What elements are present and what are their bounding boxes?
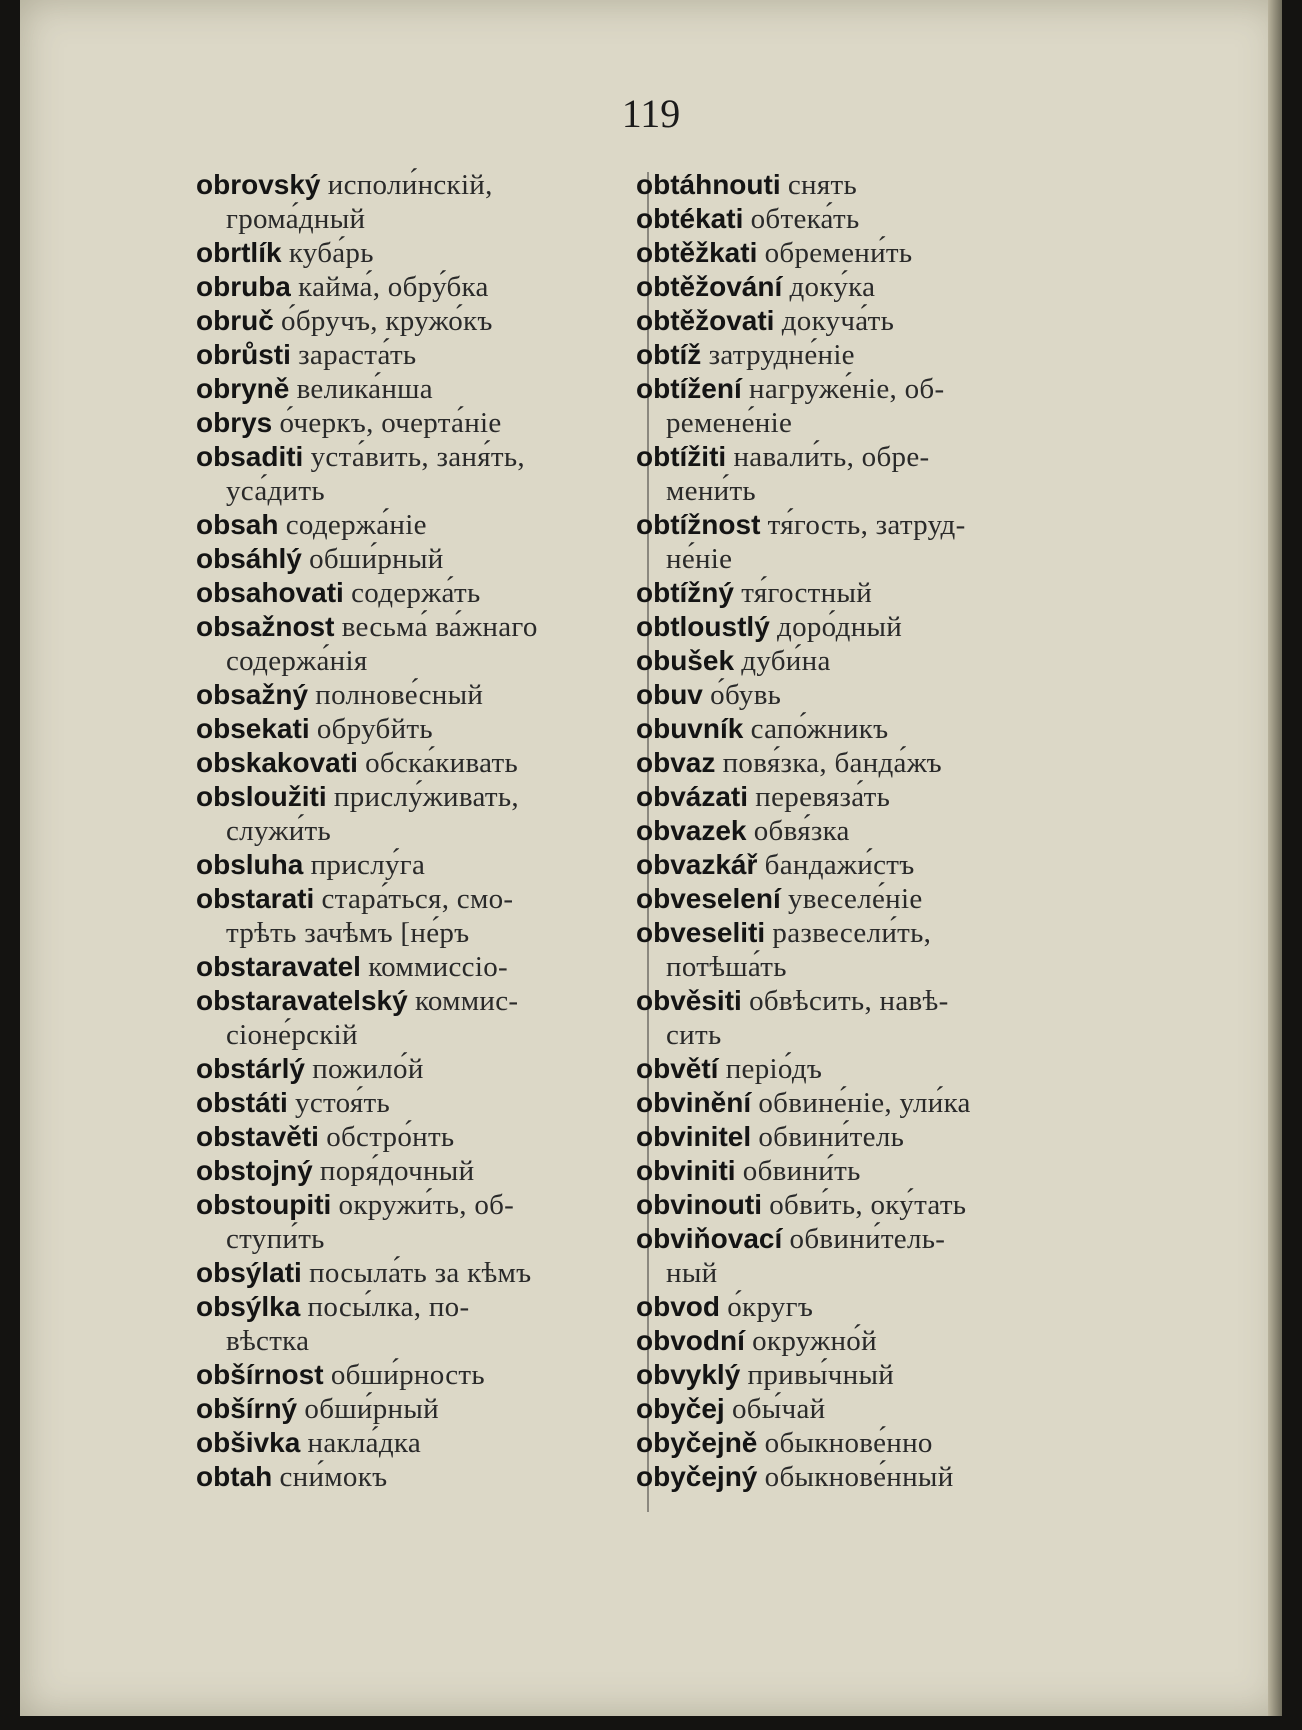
entry-translation: прислу́га: [310, 849, 426, 881]
entry-translation: весьма́ ва́жнаго: [341, 611, 538, 643]
entry-headword: obstaravatel: [196, 951, 361, 982]
entry-headword: obstárlý: [196, 1053, 305, 1084]
entry-translation: кайма́, обру́бка: [298, 271, 489, 303]
dictionary-entry: [636, 270, 1074, 304]
dictionary-entry: [196, 338, 630, 372]
dictionary-entry: [636, 1188, 1074, 1222]
entry-headword: obtěžovati: [636, 305, 775, 336]
entry-headword: obstáti: [196, 1087, 288, 1118]
entry-headword: obstarati: [196, 883, 315, 914]
dictionary-entry: [636, 814, 1074, 848]
entry-headword: obyčej: [636, 1393, 725, 1424]
dictionary-entry: [196, 610, 630, 678]
entry-translation: о́бувь: [710, 679, 782, 711]
entry-headword: obtěžování: [636, 271, 783, 302]
dictionary-entry: [196, 1188, 630, 1256]
entry-headword: obtěžkati: [636, 237, 758, 268]
dictionary-entry: [196, 712, 630, 746]
entry-headword: obstoupiti: [196, 1189, 332, 1220]
entry-headword: obstaravatelský: [196, 985, 408, 1016]
dictionary-entry: [196, 1086, 630, 1120]
entry-headword: obyčejný: [636, 1461, 758, 1492]
dictionary-entry: [196, 1426, 630, 1460]
entry-translation: обыкнове́нный: [764, 1461, 954, 1493]
entry-translation: обвѣсить, навѣ-: [749, 985, 949, 1017]
entry-translation-continued: содержа́нія: [226, 645, 368, 677]
entry-headword: obvinouti: [636, 1189, 762, 1220]
entry-headword: obskakovati: [196, 747, 358, 778]
entry-translation: затрудне́ніе: [708, 339, 855, 371]
entry-headword: obrtlík: [196, 237, 282, 268]
entry-translation: зараста́ть: [298, 339, 417, 371]
dictionary-entry: [196, 440, 630, 508]
entry-translation: развесели́ть,: [772, 917, 932, 949]
dictionary-entry: [196, 1358, 630, 1392]
dictionary-entry: [636, 202, 1074, 236]
dictionary-entry: [196, 984, 630, 1052]
dictionary-entry: [196, 1460, 630, 1494]
entry-translation-continued: потѣша́ть: [666, 951, 787, 983]
dictionary-entry: [636, 1426, 1074, 1460]
dictionary-entry: [636, 712, 1074, 746]
entry-translation: исполи́нскій,: [327, 169, 493, 201]
entry-headword: obvětí: [636, 1053, 719, 1084]
dictionary-entry: [196, 678, 630, 712]
dictionary-entry: [636, 916, 1074, 984]
entry-translation-continued: ступи́ть: [226, 1223, 325, 1255]
entry-translation: перевяза́ть: [755, 781, 891, 813]
dictionary-entry: [636, 508, 1074, 576]
dictionary-entry: [636, 1154, 1074, 1188]
entry-headword: obrovský: [196, 169, 321, 200]
entry-translation-continued: служи́ть: [226, 815, 332, 847]
entry-translation: тя́гость, затруд-: [767, 509, 966, 541]
entry-translation: велика́нша: [296, 373, 433, 405]
entry-translation: пожило́й: [312, 1053, 424, 1085]
dictionary-entry: [196, 950, 630, 984]
dictionary-entry: [636, 780, 1074, 814]
entry-headword: obviňovací: [636, 1223, 783, 1254]
entry-translation: окружно́й: [752, 1325, 877, 1357]
entry-headword: obušek: [636, 645, 735, 676]
entry-headword: obvazek: [636, 815, 747, 846]
dictionary-entry: [636, 1052, 1074, 1086]
entry-translation: устоя́ть: [295, 1087, 390, 1119]
entry-translation: сапо́жникъ: [750, 713, 889, 745]
dictionary-entry: [196, 848, 630, 882]
dictionary-entry: [196, 270, 630, 304]
dictionary-entry: [636, 1290, 1074, 1324]
entry-translation: коммиссіо-: [368, 951, 508, 983]
dictionary-entry: [196, 508, 630, 542]
dictionary-entry: [196, 236, 630, 270]
entry-headword: obsloužiti: [196, 781, 327, 812]
entry-translation: поря́дочный: [319, 1155, 475, 1187]
entry-translation: снять: [787, 169, 858, 201]
entry-translation: коммис-: [414, 985, 519, 1017]
entry-translation-continued: уса́дить: [226, 475, 325, 507]
entry-translation: обши́рность: [330, 1359, 485, 1391]
entry-translation: окружи́ть, об-: [338, 1189, 515, 1221]
entry-translation: стара́ться, смо-: [321, 883, 514, 915]
dictionary-entry: [636, 1086, 1074, 1120]
entry-headword: obsýlati: [196, 1257, 302, 1288]
entry-translation: уста́вить, заня́ть,: [310, 441, 525, 473]
entry-headword: obtíž: [636, 339, 702, 370]
entry-translation: бандажи́стъ: [764, 849, 915, 881]
entry-headword: obvazkář: [636, 849, 758, 880]
dictionary-entry: [196, 1290, 630, 1358]
dictionary-entry: [636, 372, 1074, 440]
entry-headword: obvaz: [636, 747, 716, 778]
dictionary-entry: [196, 1392, 630, 1426]
entry-translation: прислу́живать,: [333, 781, 519, 813]
entry-headword: obtáhnouti: [636, 169, 781, 200]
entry-headword: obveselení: [636, 883, 781, 914]
dictionary-entry: [196, 304, 630, 338]
entry-headword: obruč: [196, 305, 274, 336]
entry-translation: полнове́сный: [315, 679, 484, 711]
entry-headword: obrys: [196, 407, 273, 438]
entry-headword: obtížení: [636, 373, 742, 404]
page-spine-edge: [1268, 0, 1282, 1716]
entry-headword: obsáhlý: [196, 543, 302, 574]
dictionary-entry: [196, 1120, 630, 1154]
dictionary-entry: [636, 304, 1074, 338]
entry-translation: обвини́ть: [742, 1155, 861, 1187]
dictionary-entry: [636, 984, 1074, 1052]
entry-translation: повя́зка, банда́жъ: [722, 747, 942, 779]
entry-translation: посы́лка, по-: [307, 1291, 470, 1323]
entry-translation-continued: вѣстка: [226, 1325, 310, 1357]
entry-translation: содержа́ніе: [285, 509, 427, 541]
dictionary-entry: [636, 678, 1074, 712]
entry-headword: obviniti: [636, 1155, 736, 1186]
entry-headword: obsýlka: [196, 1291, 301, 1322]
entry-headword: obsažný: [196, 679, 309, 710]
entry-headword: obstavěti: [196, 1121, 319, 1152]
dictionary-entry: [636, 746, 1074, 780]
entry-translation-continued: сить: [666, 1019, 722, 1051]
dictionary-entry: [196, 746, 630, 780]
entry-translation: обши́рный: [304, 1393, 439, 1425]
entry-translation: куба́рь: [288, 237, 374, 269]
entry-headword: obvinění: [636, 1087, 752, 1118]
entry-headword: obrůsti: [196, 339, 291, 370]
left-column: [196, 168, 630, 1494]
dictionary-entry: [636, 338, 1074, 372]
dictionary-entry: [196, 882, 630, 950]
entry-translation: обрубйть: [316, 713, 433, 745]
entry-translation: о́черкъ, очерта́ніе: [279, 407, 502, 439]
entry-translation-continued: сіоне́рскій: [226, 1019, 358, 1051]
dictionary-entry: [196, 576, 630, 610]
entry-headword: obšírnost: [196, 1359, 324, 1390]
entry-headword: obtížnost: [636, 509, 761, 540]
entry-headword: obtloustlý: [636, 611, 770, 642]
dictionary-entry: [636, 1358, 1074, 1392]
dictionary-entry: [636, 848, 1074, 882]
entry-headword: obvodní: [636, 1325, 745, 1356]
dictionary-entry: [196, 406, 630, 440]
entry-translation: обви́ть, оку́тать: [769, 1189, 967, 1221]
entry-headword: obšírný: [196, 1393, 298, 1424]
entry-headword: obvinitel: [636, 1121, 752, 1152]
entry-translation: привы́чный: [747, 1359, 895, 1391]
entry-headword: obvyklý: [636, 1359, 741, 1390]
entry-translation-continued: ный: [666, 1257, 718, 1289]
entry-translation: обтека́ть: [750, 203, 860, 235]
entry-translation: обремени́ть: [764, 237, 913, 269]
entry-translation: о́бручъ, кружо́къ: [281, 305, 493, 337]
entry-headword: obuv: [636, 679, 703, 710]
entry-translation: докуча́ть: [781, 305, 895, 337]
entry-translation: увеселе́ніе: [787, 883, 923, 915]
dictionary-entry: [636, 1392, 1074, 1426]
entry-headword: obstojný: [196, 1155, 313, 1186]
dictionary-entry: [636, 644, 1074, 678]
entry-headword: obvázati: [636, 781, 749, 812]
dictionary-entry: [636, 168, 1074, 202]
dictionary-entry: [196, 780, 630, 848]
dictionary-page: [20, 0, 1282, 1716]
dictionary-entry: [196, 542, 630, 576]
entry-translation: доку́ка: [789, 271, 876, 303]
entry-translation: нагруже́ніе, об-: [749, 373, 945, 405]
entry-headword: obveseliti: [636, 917, 766, 948]
entry-translation: обстро́нть: [326, 1121, 455, 1153]
dictionary-entry: [636, 440, 1074, 508]
entry-translation: доро́дный: [777, 611, 903, 643]
dictionary-entry: [196, 168, 630, 236]
entry-translation: посыла́ть за кѣмъ: [309, 1257, 532, 1289]
dictionary-entry: [636, 1324, 1074, 1358]
entry-headword: obsluha: [196, 849, 304, 880]
entry-translation: сни́мокъ: [279, 1461, 388, 1493]
dictionary-entry: [636, 1222, 1074, 1290]
entry-translation-continued: грома́дный: [226, 203, 366, 235]
dictionary-entry: [636, 1460, 1074, 1494]
entry-translation: обвини́тель-: [789, 1223, 946, 1255]
entry-translation-continued: не́ніе: [666, 543, 733, 575]
dictionary-entry: [196, 1052, 630, 1086]
entry-translation: навали́ть, обре-: [733, 441, 930, 473]
entry-headword: obtékati: [636, 203, 744, 234]
entry-translation: обыкнове́нно: [764, 1427, 933, 1459]
entry-translation-continued: мени́ть: [666, 475, 756, 507]
dictionary-entry: [196, 372, 630, 406]
entry-translation: обвине́ніе, ули́ка: [758, 1087, 971, 1119]
entry-translation: тя́гостный: [741, 577, 873, 609]
entry-translation: обши́рный: [309, 543, 444, 575]
entry-headword: obtah: [196, 1461, 273, 1492]
entry-translation-continued: ремене́ніе: [666, 407, 793, 439]
entry-headword: obtížiti: [636, 441, 727, 472]
entry-translation: содержа́ть: [351, 577, 481, 609]
dictionary-entry: [196, 1256, 630, 1290]
page-number: 119: [621, 91, 681, 136]
entry-translation: обвя́зка: [753, 815, 850, 847]
entry-headword: obsahovati: [196, 577, 344, 608]
dictionary-entry: [636, 1120, 1074, 1154]
right-column: [636, 168, 1074, 1494]
entry-translation: накла́дка: [307, 1427, 422, 1459]
dictionary-entry: [636, 576, 1074, 610]
dictionary-entry: [196, 1154, 630, 1188]
entry-translation: обска́кивать: [365, 747, 518, 779]
entry-headword: obvěsiti: [636, 985, 742, 1016]
entry-headword: obtížný: [636, 577, 734, 608]
entry-headword: obuvník: [636, 713, 744, 744]
entry-translation: дуби́на: [741, 645, 831, 677]
entry-translation: періо́дъ: [725, 1053, 823, 1085]
entry-headword: obsah: [196, 509, 279, 540]
entry-headword: obryně: [196, 373, 290, 404]
entry-translation: обы́чай: [731, 1393, 826, 1425]
entry-headword: obšivka: [196, 1427, 301, 1458]
entry-headword: obruba: [196, 271, 291, 302]
entry-headword: obsekati: [196, 713, 310, 744]
entry-translation: обвини́тель: [758, 1121, 905, 1153]
dictionary-entry: [636, 236, 1074, 270]
entry-headword: obyčejně: [636, 1427, 758, 1458]
entry-headword: obvod: [636, 1291, 720, 1322]
entry-translation-continued: трѣть зачѣмъ [не́ръ: [226, 917, 470, 949]
entry-headword: obsaditi: [196, 441, 304, 472]
dictionary-entry: [636, 610, 1074, 644]
entry-translation: о́кругъ: [727, 1291, 814, 1323]
dictionary-entry: [636, 882, 1074, 916]
entry-headword: obsažnost: [196, 611, 335, 642]
